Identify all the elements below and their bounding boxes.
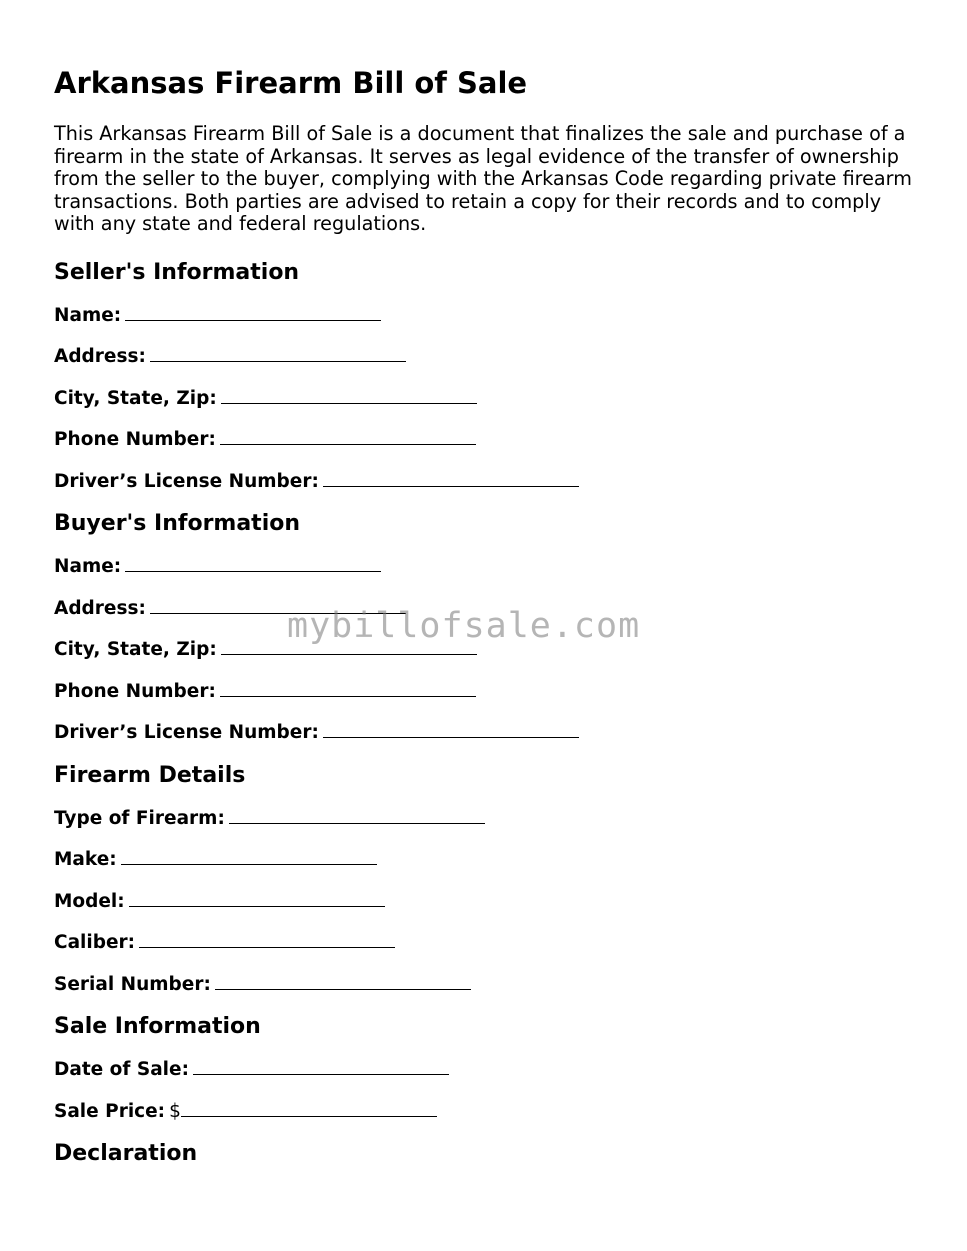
firearm-type-field: [54, 805, 914, 829]
firearm-caliber-blank[interactable]: [139, 929, 395, 948]
buyer-license-label: Driver’s License Number:: [54, 722, 319, 744]
buyer-address-field: [54, 595, 914, 619]
firearm-type-blank[interactable]: [229, 805, 485, 824]
firearm-caliber-label: Caliber:: [54, 932, 136, 954]
sale-date-field: [54, 1056, 914, 1080]
buyer-heading: Buyer's Information: [54, 511, 301, 537]
buyer-name-field: [54, 553, 914, 577]
buyer-phone-blank[interactable]: [220, 678, 476, 697]
buyer-license-blank[interactable]: [323, 719, 579, 738]
seller-city-blank[interactable]: [221, 385, 477, 404]
buyer-license-field: [54, 719, 914, 743]
watermark-text: mybillofsale.com: [287, 606, 641, 646]
buyer-phone-label: Phone Number:: [54, 680, 216, 702]
sale-date-blank[interactable]: [193, 1056, 449, 1075]
seller-name-blank[interactable]: [125, 302, 381, 321]
seller-name-label: Name:: [54, 304, 122, 326]
buyer-name-blank[interactable]: [125, 553, 381, 572]
seller-license-label: Driver’s License Number:: [54, 470, 319, 492]
firearm-serial-label: Serial Number:: [54, 973, 211, 995]
currency-symbol: $: [169, 1100, 181, 1122]
firearm-type-label: Type of Firearm:: [54, 807, 225, 829]
seller-phone-field: [54, 426, 914, 450]
seller-heading: Seller's Information: [54, 259, 300, 285]
seller-phone-blank[interactable]: [220, 426, 476, 445]
firearm-make-blank[interactable]: [121, 846, 377, 865]
sale-date-label: Date of Sale:: [54, 1059, 189, 1081]
sale-price-field: [54, 1098, 914, 1122]
firearm-make-label: Make:: [54, 849, 117, 871]
buyer-city-blank[interactable]: [221, 636, 477, 655]
seller-city-field: [54, 385, 914, 409]
buyer-phone-field: [54, 678, 914, 702]
document-page: [54, 64, 914, 1177]
sale-heading: Sale Information: [54, 1014, 261, 1040]
sale-price-blank[interactable]: [181, 1098, 437, 1117]
firearm-model-field: [54, 888, 914, 912]
seller-address-blank[interactable]: [150, 343, 406, 362]
document-title: Arkansas Firearm Bill of Sale: [54, 66, 528, 100]
firearm-model-label: Model:: [54, 890, 125, 912]
firearm-serial-field: [54, 971, 914, 995]
seller-license-blank[interactable]: [323, 468, 579, 487]
declaration-heading: Declaration: [54, 1141, 198, 1167]
buyer-address-blank[interactable]: [150, 595, 406, 614]
sale-section: [54, 1012, 914, 1122]
buyer-section: [54, 509, 914, 743]
seller-city-label: City, State, Zip:: [54, 387, 217, 409]
firearm-model-blank[interactable]: [129, 888, 385, 907]
seller-address-label: Address:: [54, 346, 146, 368]
buyer-city-field: [54, 636, 914, 660]
seller-phone-label: Phone Number:: [54, 429, 216, 451]
firearm-heading: Firearm Details: [54, 762, 246, 788]
sale-price-label: Sale Price:: [54, 1100, 166, 1122]
firearm-make-field: [54, 846, 914, 870]
firearm-serial-blank[interactable]: [215, 971, 471, 990]
buyer-address-label: Address:: [54, 597, 146, 619]
declaration-section: [54, 1139, 914, 1169]
buyer-city-label: City, State, Zip:: [54, 639, 217, 661]
seller-license-field: [54, 468, 914, 492]
firearm-section: [54, 761, 914, 995]
seller-name-field: [54, 302, 914, 326]
firearm-caliber-field: [54, 929, 914, 953]
seller-section: [54, 258, 914, 492]
intro-paragraph: This Arkansas Firearm Bill of Sale is a document that finalizes the sale and purchase of a firearm in the state of Arkansas. It serves as legal evidence of the transfer of ownership from the seller to the buyer, complying with the Arkansas Code regarding private firearm transactions. Both parties are advised to retain a copy for their records and to comply with any state and federal regulations.: [54, 122, 912, 236]
seller-address-field: [54, 343, 914, 367]
buyer-name-label: Name:: [54, 556, 122, 578]
